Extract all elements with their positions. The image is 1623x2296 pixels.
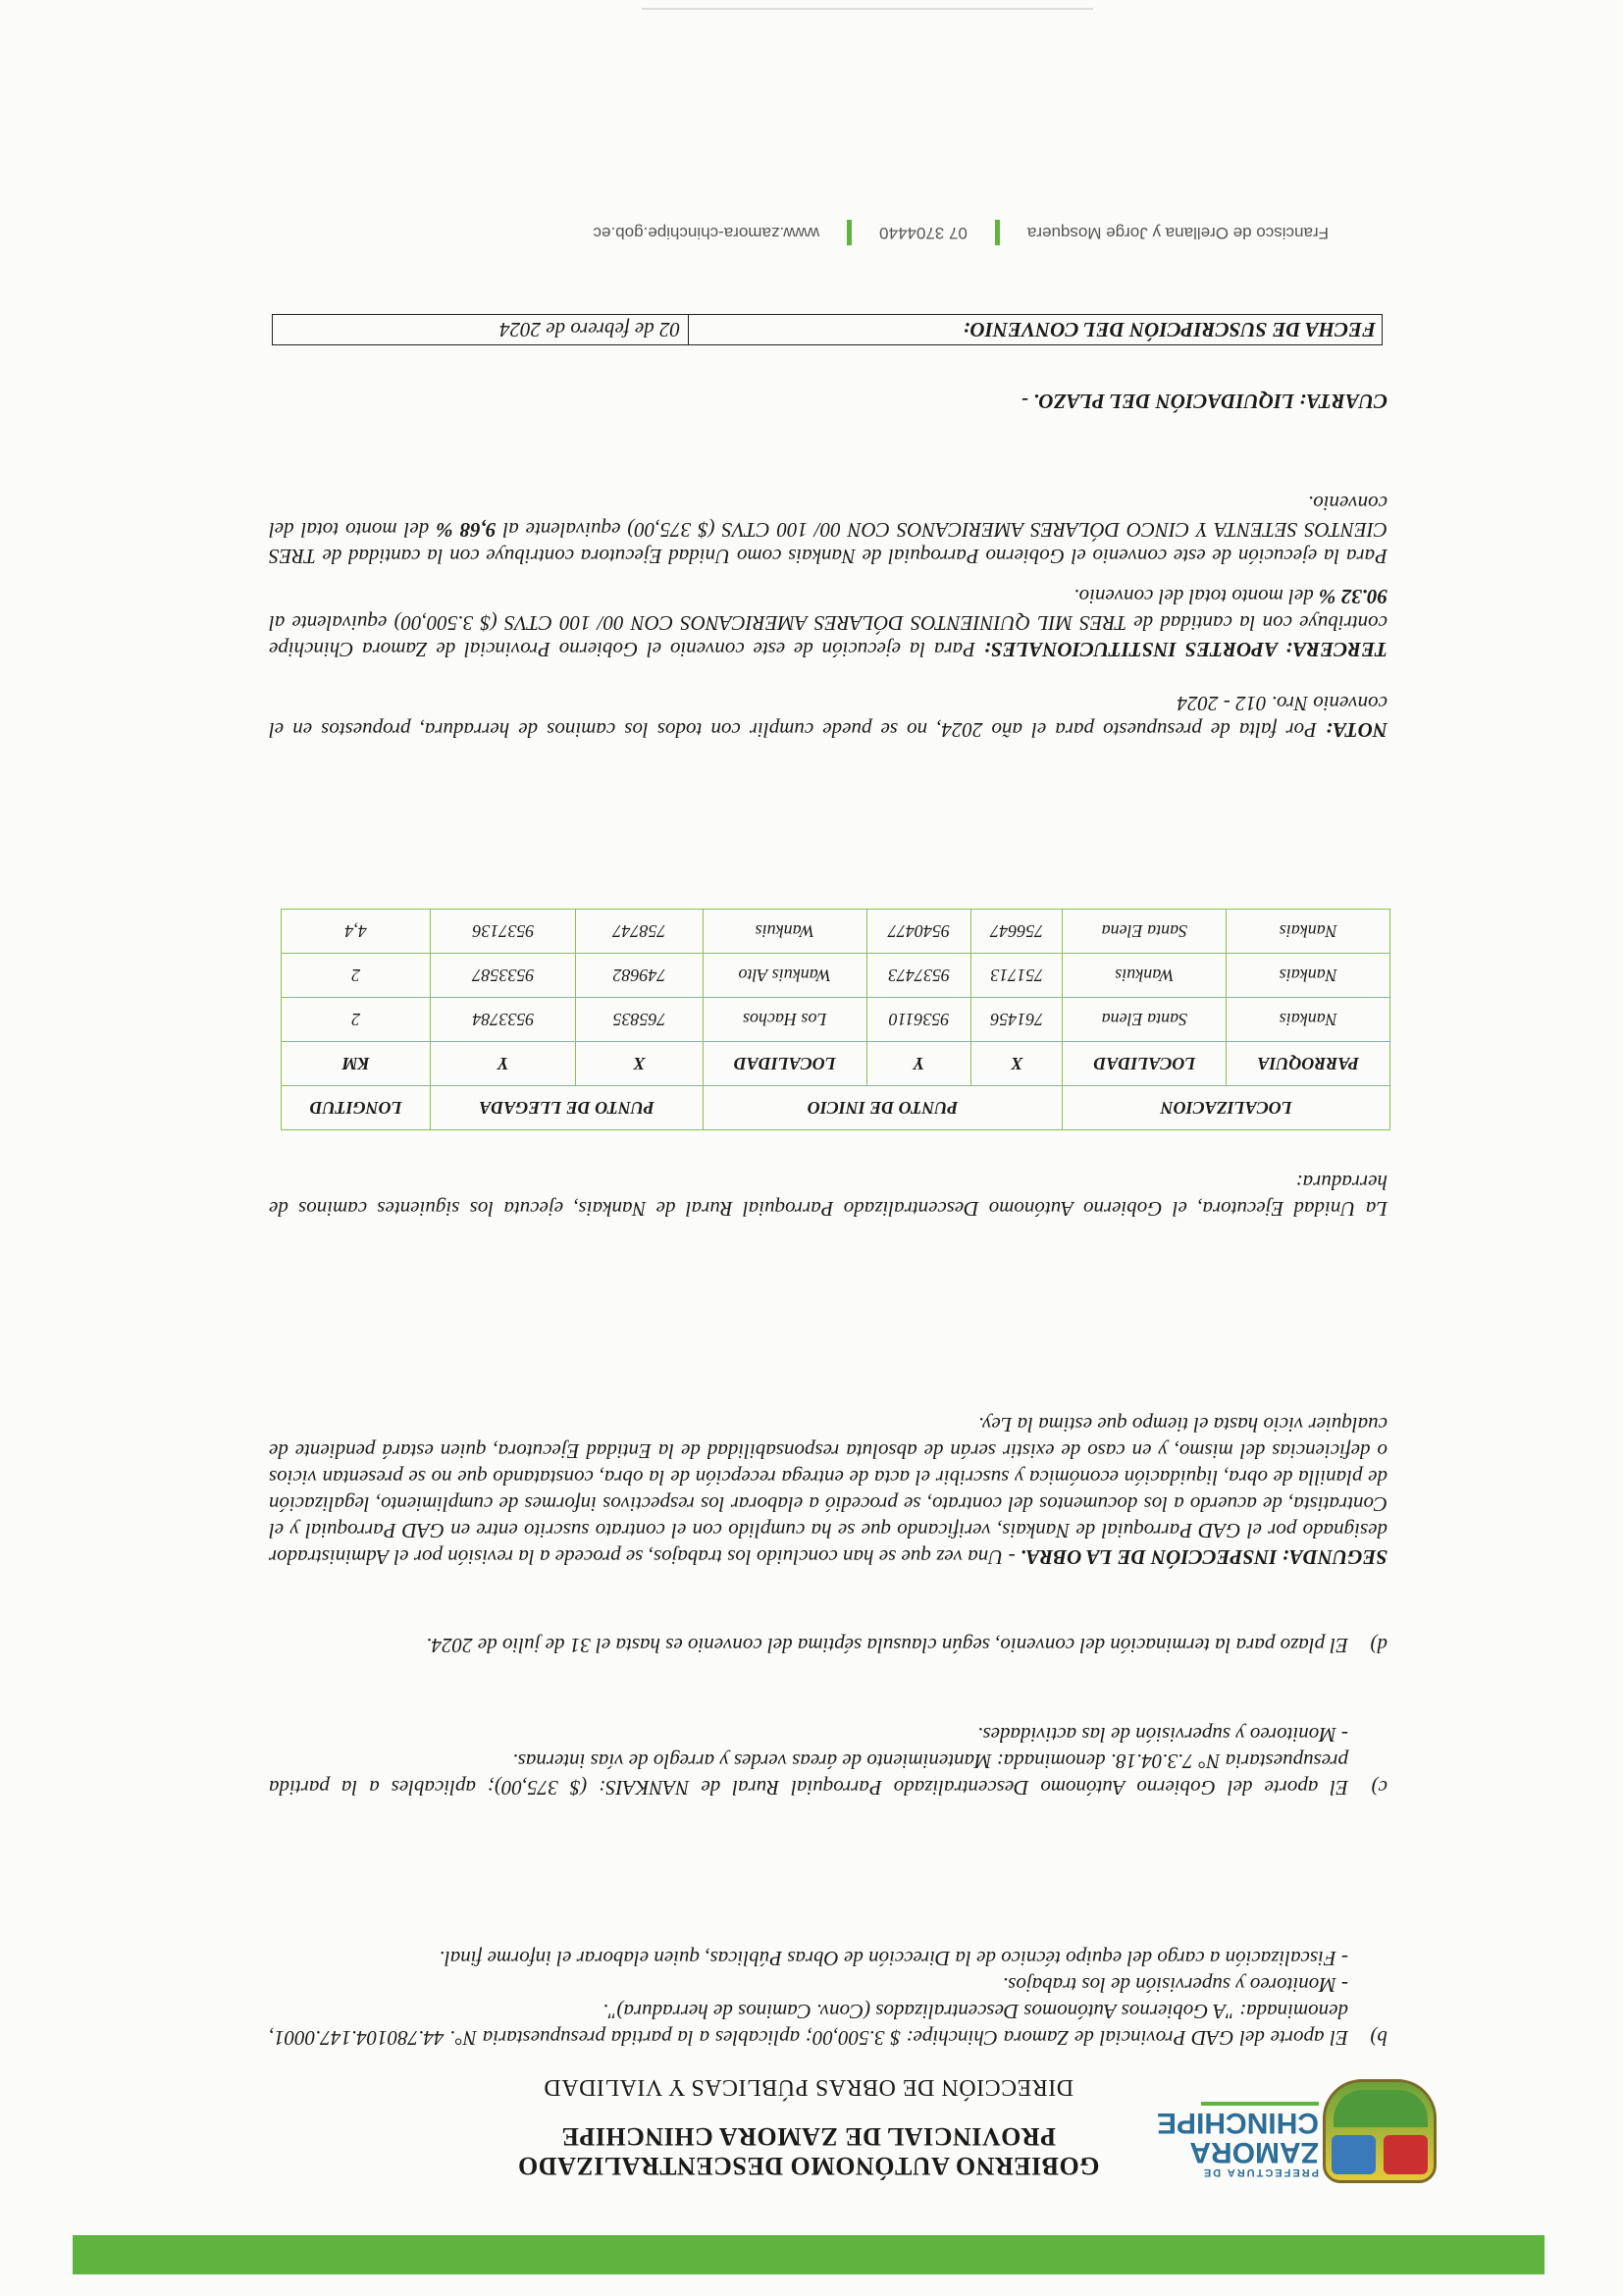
table-cell: 765835 xyxy=(576,998,703,1042)
table-cell: 751713 xyxy=(971,954,1063,998)
group-header-localizacion: LOCALIZACION xyxy=(1063,1086,1390,1130)
tercera-text1b: del monto total del convenio. xyxy=(1073,585,1319,608)
table-cell: 2 xyxy=(282,954,431,998)
clause-d xyxy=(269,1632,1387,1658)
header-green-bar xyxy=(73,2235,1544,2274)
table-cell: Wankuis Alto xyxy=(703,954,866,998)
table-group-header-row xyxy=(282,1086,1390,1130)
scan-edge-line xyxy=(642,8,1093,10)
ejecuta-paragraph xyxy=(269,1169,1387,1222)
clause-b-item1: - Monitoreo y supervisión de los trabajos. xyxy=(1002,1973,1348,1997)
cuarta-title: CUARTA: LIQUIDACIÓN DEL PLAZO. - xyxy=(1021,390,1387,413)
tercera-text2b: del monto total del convenio. xyxy=(269,492,1387,542)
tercera-title: TERCERA: APORTES INSTITUCIONALES: xyxy=(983,638,1387,661)
table-cell: 9533587 xyxy=(431,954,576,998)
footer-phone: 07 3704440 xyxy=(879,224,968,242)
col-header: KM xyxy=(282,1042,431,1086)
clause-d-text: El plazo para la terminación del convenio, según clausula séptima del convenio es hasta el 31 de julio de 2024. xyxy=(426,1634,1348,1657)
col-header: X xyxy=(971,1042,1063,1086)
coat-of-arms-emblem xyxy=(1323,2079,1437,2183)
table-cell: 756647 xyxy=(971,910,1063,954)
col-header: Y xyxy=(431,1042,576,1086)
segunda-title: SEGUNDA: INSPECCIÓN DE LA OBRA. xyxy=(1020,1545,1387,1569)
footer-address: Francisco de Orellana y Jorge Mosquera xyxy=(1026,224,1329,242)
segunda-text: - Una vez que se han concluido los trabajos, se procede a la revisión por el Administrador designado por el GAD Parroquial de Nankais, verificando que se ha cumplido con el contrato suscrito entre en GAD Parroquial y el Contratista, de acuerdo a los documentos del contrato, se procedió a elaborar los respectivos informes de cumplimiento, legalización de planilla de obra, liquidación económica y suscribir el acta de entrega recepción de la obra, constatando que no se presentan vicios o deficiencias del mismo, y en caso de existir serán de absoluta responsabilidad de la Entidad Ejecutora, quien estará pendiente de cualquier vicio hasta el tiempo que estima la Ley. xyxy=(269,1413,1387,1569)
col-header: Y xyxy=(866,1042,970,1086)
nota-paragraph xyxy=(269,690,1387,743)
footer-separator xyxy=(995,220,1000,245)
table-cell: 4,4 xyxy=(282,910,431,954)
table-cell: 9537136 xyxy=(431,910,576,954)
table-cell: Los Hachos xyxy=(703,998,866,1042)
document-header xyxy=(455,2073,1162,2180)
tercera-text1: Para la ejecución de este convenio el Gobierno Provincial de Zamora Chinchipe contribuye con la cantidad de TRES MIL QUINIENTOS DÓLARES AMERICANOS CON 00/ 100 CTVS ($ 3.500,00) equivalente al xyxy=(269,611,1387,661)
group-header-punto-inicio: PUNTO DE INICIO xyxy=(703,1086,1063,1130)
tercera-pct2: 9,68 % xyxy=(436,518,497,542)
footer-website: www.zamora-chinchipe.gob.ec xyxy=(593,224,820,242)
clause-c xyxy=(269,1721,1387,1800)
table-cell: Wankuis xyxy=(1063,954,1227,998)
table-cell: 749682 xyxy=(576,954,703,998)
table-cell: Nankais xyxy=(1227,910,1390,954)
page-footer xyxy=(269,220,1329,245)
logo-prefix: PREFECTURA DE xyxy=(1201,2166,1319,2178)
table-cell: 2 xyxy=(282,998,431,1042)
table-cell: Santa Elena xyxy=(1063,910,1227,954)
header-title-line2: PROVINCIAL DE ZAMORA CHINCHIPE xyxy=(561,2122,1056,2151)
group-header-punto-llegada: PUNTO DE LLEGADA xyxy=(431,1086,703,1130)
table-cell: Santa Elena xyxy=(1063,998,1227,1042)
logo-zamora: ZAMORA xyxy=(1189,2136,1319,2168)
clause-b xyxy=(269,1945,1387,2051)
caminos-table xyxy=(281,909,1390,1130)
clause-cuarta xyxy=(269,388,1387,414)
ejecuta-text: La Unidad Ejecutora, el Gobierno Autónomo Descentralizado Parroquial Rural de Nankais, ejecuta los siguientes caminos de herradura: xyxy=(269,1171,1387,1221)
clause-tercera xyxy=(269,490,1387,662)
table-cell: 9540477 xyxy=(866,910,970,954)
table-cell: 9537473 xyxy=(866,954,970,998)
table-cell: Nankais xyxy=(1227,954,1390,998)
table-row xyxy=(282,910,1390,954)
col-header: LOCALIDAD xyxy=(1063,1042,1227,1086)
table-row xyxy=(282,954,1390,998)
table-row xyxy=(282,998,1390,1042)
prefectura-logo xyxy=(1142,2102,1319,2178)
table-cell: 761456 xyxy=(971,998,1063,1042)
clause-b-label: b) xyxy=(1370,2026,1387,2050)
clause-b-text: El aporte del GAD Provincial de Zamora Chinchipe: $ 3.500,00; aplicables a la partida presupuestaria N°. 44.780104.147.0001, denominada: "A Gobiernos Autónomos Descentralizados (Conv. Caminos de herradura)". xyxy=(269,2000,1348,2050)
nota-text: Por falta de presupuesto para el año 2024, no se puede cumplir con todos los caminos de herradura, propuestos en el convenio Nro. 012 - 2024 xyxy=(269,692,1387,742)
clause-b-item2: - Fiscalización a cargo del equipo técnico de la Dirección de Obras Públicas, quien elaborar el informe final. xyxy=(439,1947,1348,1970)
header-department: DIRECCIÓN DE OBRAS PÚBLICAS Y VIALIDAD xyxy=(543,2074,1074,2100)
table-cell: Wankuis xyxy=(703,910,866,954)
col-header: X xyxy=(576,1042,703,1086)
table-cell: 9536110 xyxy=(866,998,970,1042)
header-title-line1: GOBIERNO AUTÓNOMO DESCENTRALIZADO xyxy=(517,2152,1100,2180)
clause-d-label: d) xyxy=(1370,1634,1387,1657)
table-cell: 9533784 xyxy=(431,998,576,1042)
group-header-longitud: LONGITUD xyxy=(282,1086,431,1130)
clause-c-item1: - Monitoreo y supervisión de las actividades. xyxy=(977,1723,1348,1747)
col-header: PARROQUIA xyxy=(1227,1042,1390,1086)
fecha-value: 02 de febrero de 2024 xyxy=(499,318,680,341)
table-cell: Nankais xyxy=(1227,998,1390,1042)
footer-separator xyxy=(847,220,852,245)
clause-c-text: El aporte del Gobierno Autónomo Descentralizado Parroquial Rural de NANKAIS: ($ 375,00); aplicables a la partida presupuestaria N° 7.3.04.18. denominada: Mantenimiento de áreas verdes y arreglo de vías internas. xyxy=(269,1749,1348,1800)
col-header: LOCALIDAD xyxy=(703,1042,866,1086)
logo-chinchipe: CHINCHIPE xyxy=(1156,2107,1319,2139)
clause-c-label: c) xyxy=(1371,1776,1387,1800)
table-cell: 758747 xyxy=(576,910,703,954)
tercera-text2: Para la ejecución de este convenio el Gobierno Parroquial de Nankais como Unidad Ejecutora contribuye con la cantidad de TRES CIENTOS SETENTA Y CINCO DÓLARES AMERICANOS CON 00/ 100 CTVS ($ 375,00) equivalente al xyxy=(269,518,1387,568)
table-column-header-row xyxy=(282,1042,1390,1086)
fecha-label: FECHA DE SUSCRIPCIÓN DEL CONVENIO: xyxy=(688,315,1382,344)
nota-label: NOTA: xyxy=(1326,718,1387,742)
fecha-suscripcion-box xyxy=(272,314,1383,345)
clause-segunda xyxy=(269,1411,1387,1570)
tercera-pct1: 90.32 % xyxy=(1319,585,1387,608)
